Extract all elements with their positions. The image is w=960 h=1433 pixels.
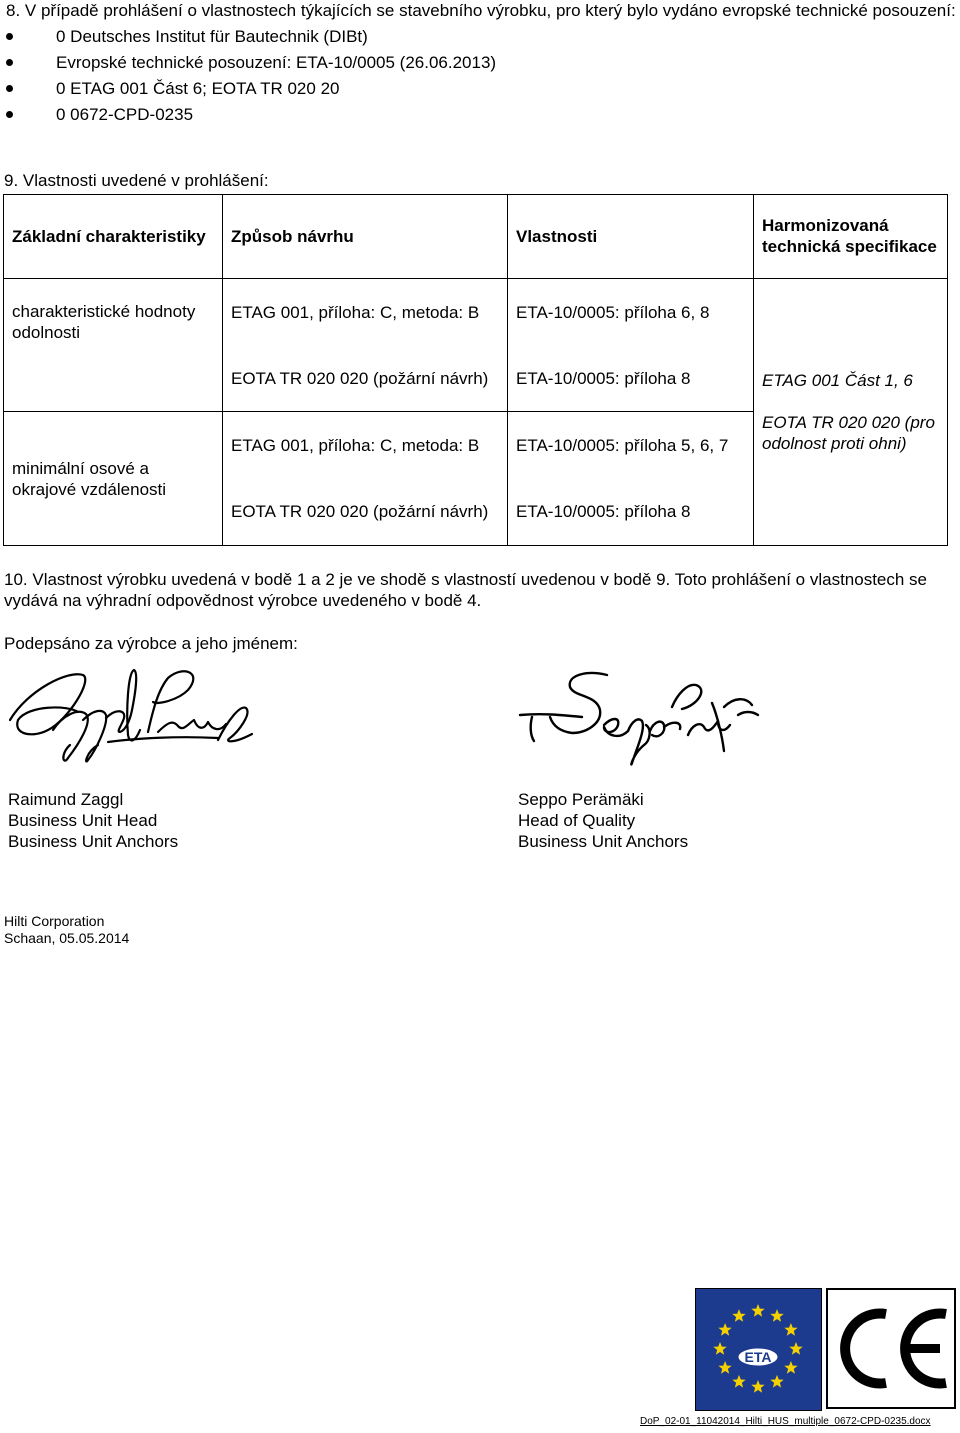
section-10-text: 10. Vlastnost výrobku uvedená v bodě 1 a 2 je ve shodě s vlastností uvedenou v bodě 9. Toto prohlášení o vlastnostech se vydává na výhradní odpovědnost výrobce uvedeného v bodě 4. (4, 570, 928, 610)
bullet-icon (6, 85, 13, 92)
eta-star-icon (732, 1375, 745, 1388)
table-row (4, 278, 948, 345)
eta-logo (695, 1288, 822, 1411)
row1-design-b: EOTA TR 020 020 (požární návrh) (223, 345, 508, 412)
row2-characteristic: minimální osové a okrajové vzdálenosti (4, 412, 223, 546)
eta-star-icon (770, 1309, 783, 1322)
section-8 (6, 0, 956, 130)
section-8-title: 8. V případě prohlášení o vlastnostech týkajících se stavebního výrobku, pro který bylo vydáno evropské technické posouzení: (6, 1, 956, 20)
row1-design-a: ETAG 001, příloha: C, metoda: B (223, 278, 508, 345)
company-block (4, 913, 129, 947)
bullet-icon (6, 111, 13, 118)
ce-mark-icon (828, 1290, 954, 1407)
row2-design-b: EOTA TR 020 020 (požární návrh) (223, 479, 508, 546)
place-date: Schaan, 05.05.2014 (4, 930, 130, 946)
eta-logo-label: ETA (744, 1349, 772, 1365)
eta-star-icon (789, 1342, 802, 1355)
table-header-row (4, 195, 948, 279)
row2-property-a: ETA-10/0005: příloha 5, 6, 7 (508, 412, 754, 479)
bullet-item: 0 Deutsches Institut für Bautechnik (DIBt) (6, 26, 956, 52)
eta-star-icon (770, 1375, 783, 1388)
signature-seppo-peramaki (512, 655, 762, 780)
header-properties: Vlastnosti (508, 195, 754, 279)
signer-unit: Business Unit Anchors (518, 832, 689, 851)
eta-star-icon (784, 1323, 797, 1336)
bullet-item: 0 ETAG 001 Část 6; EOTA TR 020 20 (6, 78, 956, 104)
document-filename: DoP_02-01_11042014_Hilti_HUS_multiple_0672-CPD-0235.docx (640, 1416, 931, 1427)
eta-star-icon (751, 1380, 764, 1393)
bullet-item: Evropské technické posouzení: ETA-10/0005 (26.06.2013) (6, 52, 956, 78)
signer-role: Business Unit Head (8, 811, 158, 830)
company-name: Hilti Corporation (4, 913, 105, 929)
header-design-method: Způsob návrhu (223, 195, 508, 279)
ce-mark-logo (826, 1288, 956, 1409)
eta-star-icon (732, 1309, 745, 1322)
spec-line-2: EOTA TR 020 020 (pro odolnost proti ohni) (762, 412, 935, 453)
signer-right-block (518, 789, 688, 852)
harmonized-spec-cell (754, 278, 948, 545)
header-characteristics: Základní charakteristiky (4, 195, 223, 279)
section-8-bullet-list (6, 26, 956, 130)
eta-star-icon (718, 1323, 731, 1336)
eta-star-icon (718, 1361, 731, 1374)
row1-property-b: ETA-10/0005: příloha 8 (508, 345, 754, 412)
signer-name: Raimund Zaggl (8, 790, 124, 809)
eta-star-icon (713, 1342, 726, 1355)
bullet-item: 0 0672-CPD-0235 (6, 104, 956, 130)
eta-star-icon (784, 1361, 797, 1374)
signer-unit: Business Unit Anchors (8, 832, 179, 851)
bullet-icon (6, 33, 13, 40)
row1-characteristic: charakteristické hodnoty odolnosti (4, 278, 223, 412)
signature-raimund-zaggl (8, 650, 253, 775)
eta-star-icon (751, 1304, 764, 1317)
spec-line-1: ETAG 001 Část 1, 6 (762, 370, 913, 390)
row1-property-a: ETA-10/0005: příloha 6, 8 (508, 278, 754, 345)
header-harmonized-spec: Harmonizovaná technická specifikace (754, 195, 948, 279)
signer-name: Seppo Perämäki (518, 790, 644, 809)
section-9-heading: 9. Vlastnosti uvedené v prohlášení: (4, 171, 269, 190)
signer-role: Head of Quality (518, 811, 636, 830)
bullet-icon (6, 59, 13, 66)
row2-design-a: ETAG 001, příloha: C, metoda: B (223, 412, 508, 479)
row2-property-b: ETA-10/0005: příloha 8 (508, 479, 754, 546)
eta-stars-icon (696, 1289, 821, 1410)
signed-on-behalf-label: Podepsáno za výrobce a jeho jménem: (4, 634, 298, 653)
properties-table (3, 194, 948, 546)
signer-left-block (8, 789, 178, 852)
